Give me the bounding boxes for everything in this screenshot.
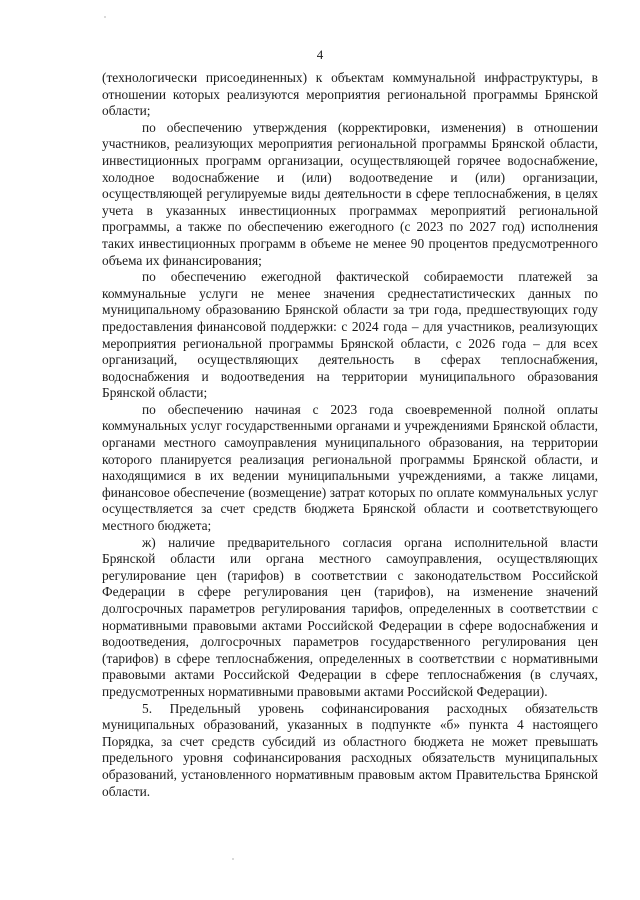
page-number: 4 — [316, 47, 324, 62]
paragraph-item-5: 5. Предельный уровень софинансирования расходных обязательств муниципальных образований, указанных в подпункте «б» пункта 4 настоящего Порядка, за счет средств субсидий из областного бюджета не может превышать предельного уровня софинансирования расходных обязательств муниципальных образований, установленного нормативным правовым актом Правительства Брянской области. — [102, 700, 598, 799]
paragraph-timely-payment: по обеспечению начиная с 2023 года своевременной полной оплаты коммунальных услуг государственными органами и учреждениями Брянской области, органами местного самоуправления муниципального образования, на территории которого планируется реализация региональной программы Брянской области, и находящимися в их ведении муниципальными учреждениями, а также лицами, финансовое обеспечение (возмещение) затрат которых по оплате коммунальных услуг осуществляется за счет средств бюджета Брянской области и соответствующего местного бюджета; — [102, 401, 598, 534]
scan-speck — [104, 16, 106, 18]
paragraph-payment-collection: по обеспечению ежегодной фактической собираемости платежей за коммунальные услуги не менее значения среднестатистических данных по муниципальному образованию Брянской области за три года, предшествующих году предоставления финансовой поддержки: с 2024 года – для участников, реализующих мероприятия региональной программы Брянской области, с 2026 года – для всех организаций, осуществляющих деятельность в сферах теплоснабжения, водоснабжения и водоотведения на территории муниципального образования Брянской области; — [102, 269, 598, 401]
document-body — [102, 70, 598, 800]
paragraph-continuation: (технологически присоединенных) к объектам коммунальной инфраструктуры, в отношении которых реализуются мероприятия региональной программы Брянской области; — [102, 70, 598, 119]
paragraph-investment-programs: по обеспечению утверждения (корректировки, изменения) в отношении участников, реализующих мероприятия региональной программы Брянской области, инвестиционных программ организации, осуществляющей горячее водоснабжение, холодное водоснабжение и (или) водоотведение и (или) организации, осуществляющей регулируемые виды деятельности в сфере теплоснабжения, в целях учета в указанных инвестиционных программах мероприятий региональной программы, а также по обеспечению ежегодного (с 2023 по 2027 год) исполнения таких инвестиционных программ в объеме не менее 90 процентов предусмотренного объема их финансирования; — [102, 119, 598, 268]
paragraph-item-zh: ж) наличие предварительного согласия органа исполнительной власти Брянской области или органа местного самоуправления, осуществляющих регулирование цен (тарифов) в соответствии с законодательством Российской Федерации в сфере регулирования цен (тарифов), на изменение значений долгосрочных параметров регулирования тарифов, определенных в соответствии с нормативными правовыми актами Российской Федерации в сфере водоснабжения и водоотведения, долгосрочных параметров государственного регулирования цен (тарифов) в сфере теплоснабжения, определенных в соответствии с нормативными правовыми актами Российской Федерации в сфере теплоснабжения (в случаях, предусмотренных нормативными правовыми актами Российской Федерации). — [102, 534, 598, 699]
scan-speck — [232, 858, 234, 860]
